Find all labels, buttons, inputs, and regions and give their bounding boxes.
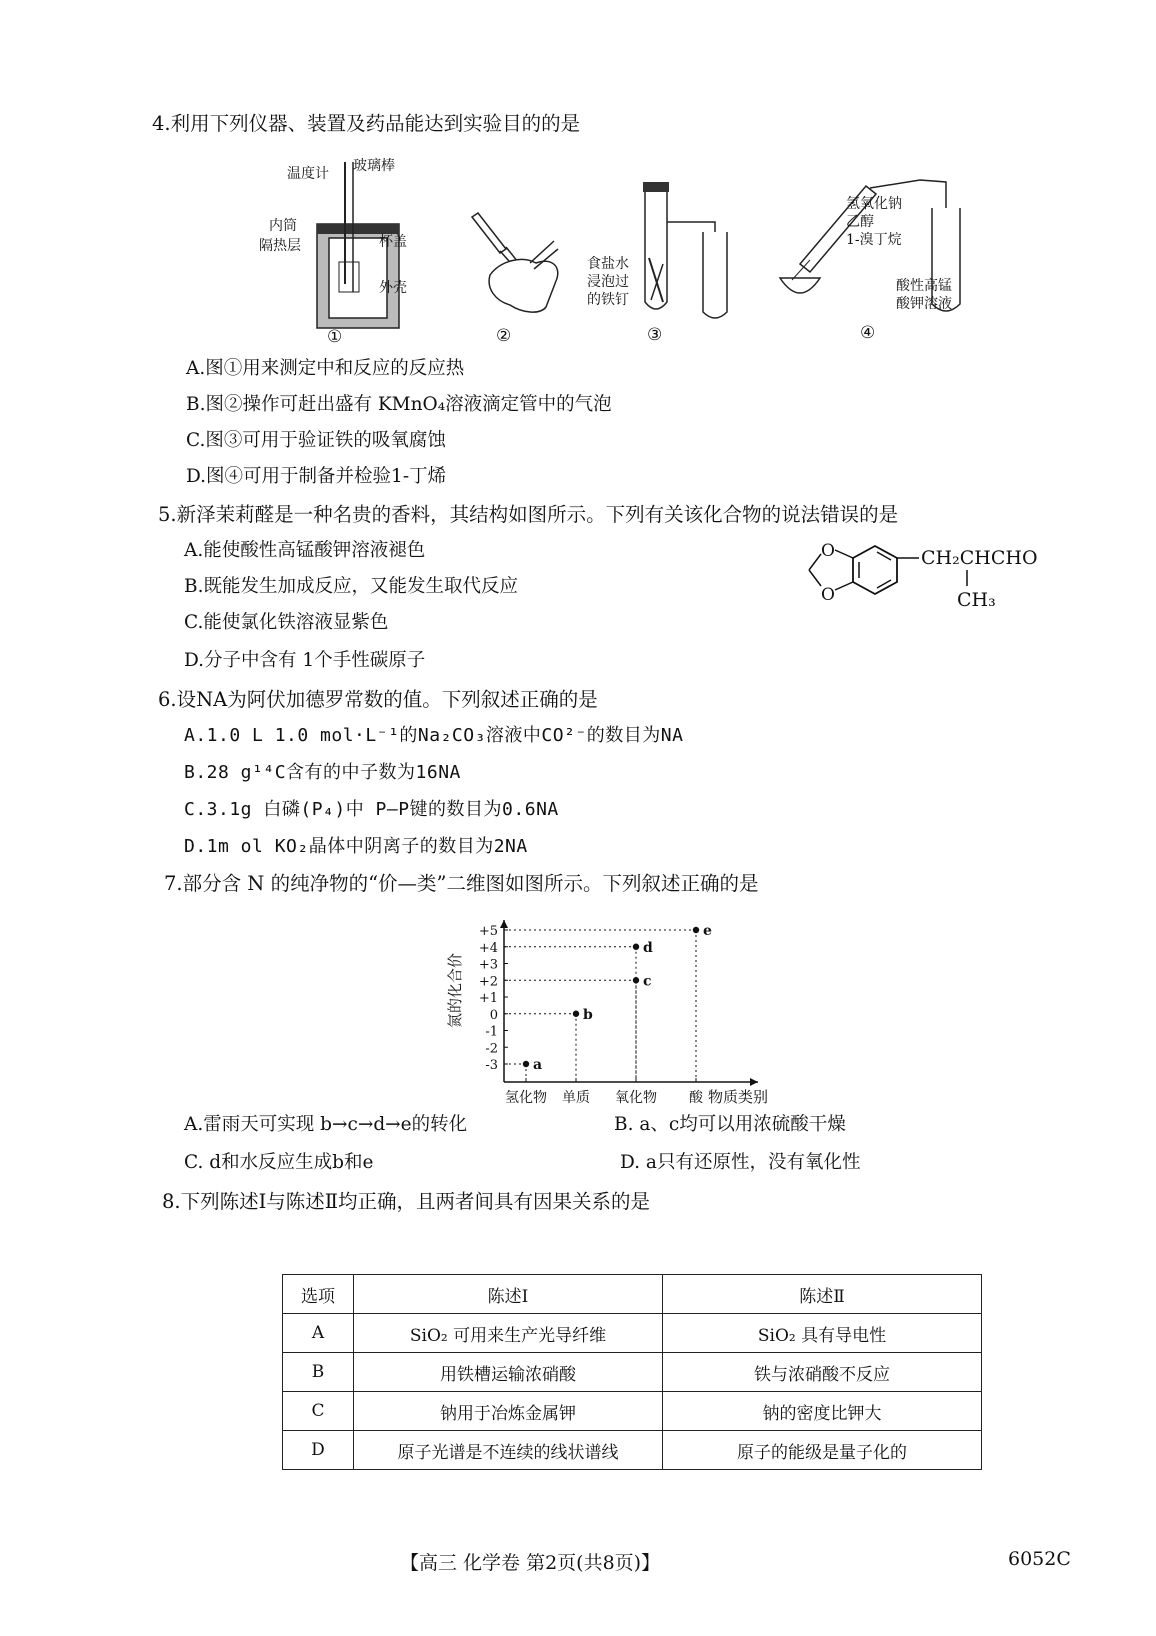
q7-stem: 7.部分含 N 的纯净物的“价—类”二维图如图所示。下列叙述正确的是 bbox=[164, 872, 759, 895]
row-option: D bbox=[283, 1431, 354, 1470]
q4-option-c: C.图③可用于验证铁的吸氧腐蚀 bbox=[186, 430, 446, 451]
q4-stem: 4.利用下列仪器、装置及药品能达到实验目的的是 bbox=[152, 112, 581, 135]
point-label: d bbox=[643, 939, 653, 956]
point-b bbox=[573, 1011, 579, 1017]
q5-option-a: A.能使酸性高锰酸钾溶液褪色 bbox=[184, 540, 426, 561]
row-option: B bbox=[283, 1353, 354, 1392]
inner-label: 内筒 bbox=[269, 218, 297, 234]
y-tick-label: +3 bbox=[478, 957, 498, 973]
insulation-label: 隔热层 bbox=[259, 238, 301, 254]
row-statement-1: SiO₂ 可用来生产光导纤维 bbox=[354, 1314, 663, 1353]
point-label: a bbox=[533, 1057, 543, 1073]
y-tick-label: +2 bbox=[478, 974, 498, 990]
y-tick-label: -3 bbox=[485, 1058, 498, 1073]
oxygen-top: O bbox=[821, 541, 835, 561]
fig4-number: ④ bbox=[860, 323, 876, 343]
table-header-row bbox=[283, 1275, 982, 1314]
q6-option-b: B.28 g¹⁴C含有的中子数为16NA bbox=[184, 762, 461, 783]
methyl-group: CH₃ bbox=[957, 589, 996, 611]
q4-option-d: D.图④可用于制备并检验1-丁烯 bbox=[186, 466, 447, 487]
q6-option-c: C.3.1g 白磷(P₄)中 P—P键的数目为0.6NA bbox=[184, 799, 559, 820]
point-label: b bbox=[583, 1006, 593, 1023]
reagent-label-1: 氢氧化钠 bbox=[846, 196, 902, 212]
y-tick-label: -1 bbox=[485, 1024, 498, 1040]
q5-stem: 5.新泽茉莉醛是一种名贵的香料，其结构如图所示。下列有关该化合物的说法错误的是 bbox=[158, 503, 899, 526]
y-tick-label: +5 bbox=[478, 924, 498, 939]
y-tick-label: +4 bbox=[478, 940, 498, 956]
q7-option-a: A.雷雨天可实现 b→c→d→e的转化 bbox=[184, 1114, 468, 1135]
header-statement-2: 陈述Ⅱ bbox=[663, 1275, 982, 1314]
molecule-structure bbox=[805, 536, 1055, 616]
fig2-number: ② bbox=[496, 326, 512, 346]
y-tick-label: +1 bbox=[478, 991, 498, 1006]
row-option: A bbox=[283, 1314, 354, 1353]
point-a bbox=[523, 1061, 529, 1067]
elimination-figure bbox=[770, 168, 985, 348]
stirrer-label: 玻璃棒 bbox=[353, 158, 395, 174]
fig3-number: ③ bbox=[647, 325, 663, 345]
row-option: C bbox=[283, 1392, 354, 1431]
corrosion-figure bbox=[585, 178, 750, 348]
footer-title: 【高三 化学卷 第2页(共8页)】 bbox=[400, 1552, 661, 1574]
q5-option-d: D.分子中含有 1个手性碳原子 bbox=[184, 650, 426, 671]
thermometer-label: 温度计 bbox=[287, 166, 329, 182]
x-axis-label: 物质类别 bbox=[708, 1088, 769, 1106]
y-axis-label: 氮的化合价 bbox=[446, 952, 464, 1028]
calorimeter-figure bbox=[255, 152, 425, 347]
point-e bbox=[693, 927, 699, 933]
footer-code: 6052C bbox=[1008, 1548, 1071, 1570]
table-row bbox=[283, 1392, 982, 1431]
kmno4-label-1: 酸性高锰 bbox=[896, 278, 952, 294]
row-statement-2: 原子的能级是量子化的 bbox=[663, 1431, 982, 1470]
brine-label-2: 浸泡过 bbox=[587, 274, 629, 290]
q5-option-b: B.既能发生加成反应，又能发生取代反应 bbox=[184, 576, 518, 597]
row-statement-2: 铁与浓硝酸不反应 bbox=[663, 1353, 982, 1392]
point-d bbox=[633, 944, 639, 950]
q4-option-a: A.图①用来测定中和反应的反应热 bbox=[186, 358, 465, 379]
row-statement-1: 原子光谱是不连续的线状谱线 bbox=[354, 1431, 663, 1470]
table-row bbox=[283, 1314, 982, 1353]
x-tick-label: 单质 bbox=[562, 1090, 590, 1106]
row-statement-1: 钠用于冶炼金属钾 bbox=[354, 1392, 663, 1431]
row-statement-2: 钠的密度比钾大 bbox=[663, 1392, 982, 1431]
reagent-label-2: 乙醇 bbox=[846, 214, 874, 230]
x-tick-label: 氢化物 bbox=[505, 1090, 547, 1106]
brine-label-1: 食盐水 bbox=[587, 256, 629, 272]
reagent-label-3: 1-溴丁烷 bbox=[846, 232, 902, 248]
point-label: c bbox=[643, 973, 652, 990]
shell-label: 外壳 bbox=[379, 280, 407, 296]
q7-option-b: B. a、c均可以用浓硫酸干燥 bbox=[614, 1114, 846, 1135]
burette-hand-figure bbox=[460, 205, 570, 347]
q8-stem: 8.下列陈述Ⅰ与陈述Ⅱ均正确，且两者间具有因果关系的是 bbox=[162, 1190, 651, 1213]
y-tick-label: -2 bbox=[485, 1041, 498, 1057]
side-chain: CH₂CHCHO bbox=[921, 547, 1038, 569]
x-axis-arrow bbox=[750, 1078, 758, 1086]
table-row bbox=[283, 1431, 982, 1470]
lid-label: 杯盖 bbox=[379, 234, 407, 250]
q4-option-b: B.图②操作可赶出盛有 KMnO₄溶液滴定管中的气泡 bbox=[186, 394, 612, 415]
q7-option-c: C. d和水反应生成b和e bbox=[184, 1152, 374, 1173]
valence-class-chart bbox=[440, 910, 790, 1110]
point-label: e bbox=[703, 923, 712, 939]
row-statement-1: 用铁槽运输浓硝酸 bbox=[354, 1353, 663, 1392]
x-tick-label: 氧化物 bbox=[615, 1090, 657, 1106]
x-tick-label: 酸 bbox=[689, 1090, 703, 1106]
table-row bbox=[283, 1353, 982, 1392]
y-tick-label: 0 bbox=[489, 1007, 498, 1023]
q5-option-c: C.能使氯化铁溶液显紫色 bbox=[184, 612, 389, 633]
header-statement-1: 陈述Ⅰ bbox=[354, 1275, 663, 1314]
brine-label-3: 的铁钉 bbox=[587, 292, 629, 308]
header-option: 选项 bbox=[283, 1275, 354, 1314]
q7-option-d: D. a只有还原性，没有氧化性 bbox=[620, 1152, 861, 1173]
q6-option-a: A.1.0 L 1.0 mol·L⁻¹的Na₂CO₃溶液中CO²⁻的数目为NA bbox=[184, 725, 684, 746]
oxygen-bottom: O bbox=[821, 585, 835, 605]
q8-table bbox=[282, 1274, 982, 1470]
q6-stem: 6.设NA为阿伏加德罗常数的值。下列叙述正确的是 bbox=[158, 688, 598, 711]
row-statement-2: SiO₂ 具有导电性 bbox=[663, 1314, 982, 1353]
y-axis-arrow bbox=[500, 920, 508, 928]
q6-option-d: D.1m ol KO₂晶体中阴离子的数目为2NA bbox=[184, 836, 528, 857]
kmno4-label-2: 酸钾溶液 bbox=[896, 296, 952, 312]
fig1-number: ① bbox=[327, 327, 343, 347]
